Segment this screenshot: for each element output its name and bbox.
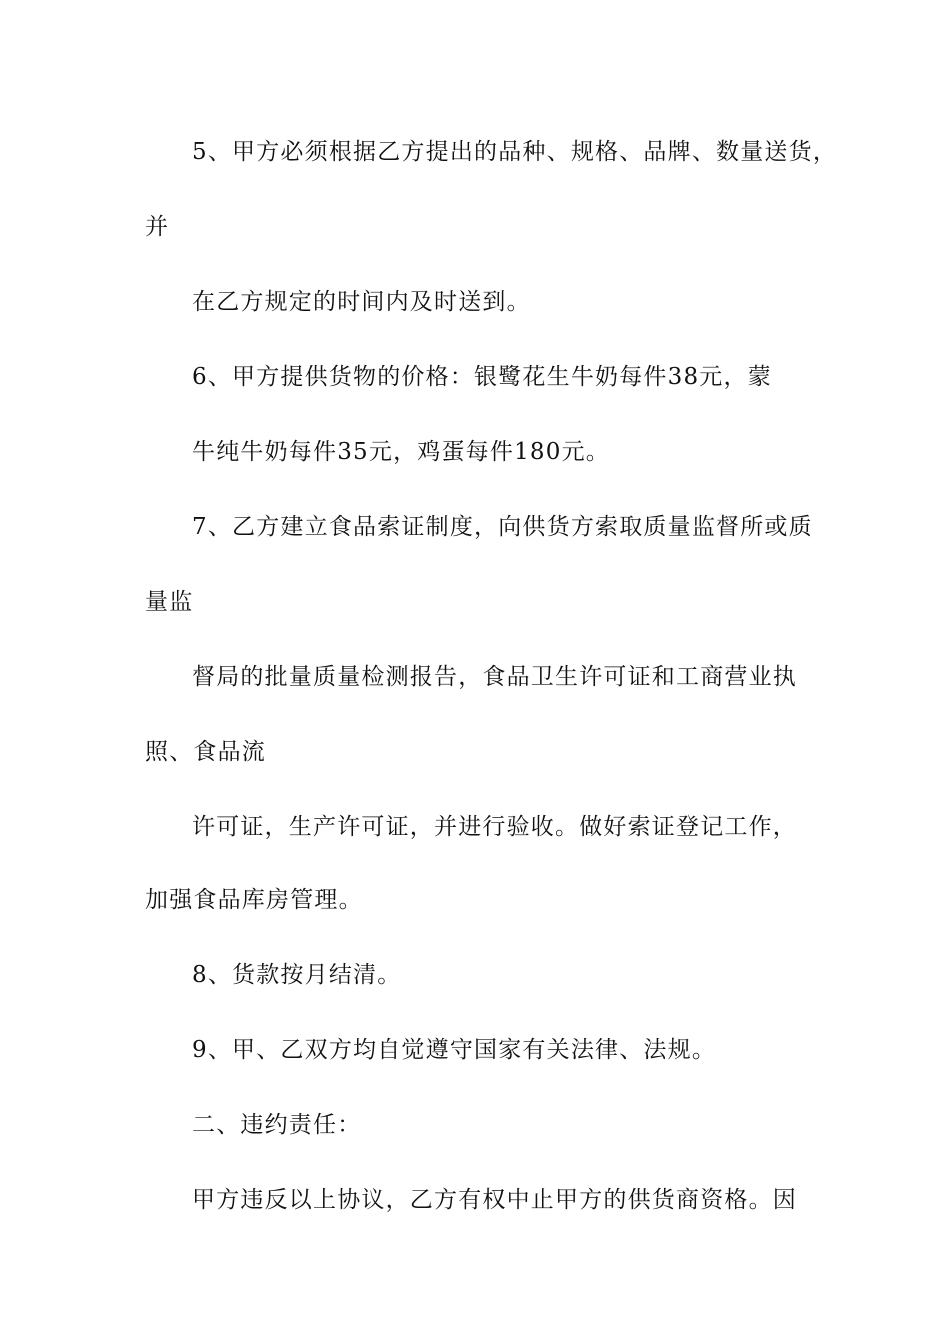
paragraph-line: 许可证，生产许可证，并进行验收。做好索证登记工作， — [192, 814, 797, 840]
paragraph-line: 5、甲方必须根据乙方提出的品种、规格、品牌、数量送货， — [192, 139, 838, 165]
paragraph-line: 加强食品库房管理。 — [145, 887, 363, 913]
paragraph-line: 量监 — [145, 589, 194, 615]
paragraph-line: 并 — [145, 214, 170, 240]
paragraph-line: 9、甲、乙双方均自觉遵守国家有关法律、法规。 — [192, 1037, 717, 1063]
paragraph-line: 8、货款按月结清。 — [192, 962, 402, 988]
paragraph-line: 照、食品流 — [145, 739, 266, 765]
paragraph-line: 甲方违反以上协议，乙方有权中止甲方的供货商资格。因 — [192, 1187, 797, 1213]
paragraph-line: 督局的批量质量检测报告，食品卫生许可证和工商营业执 — [192, 664, 797, 690]
paragraph-line: 牛纯牛奶每件35元，鸡蛋每件180元。 — [192, 439, 610, 465]
paragraph-line: 7、乙方建立食品索证制度，向供货方索取质量监督所或质 — [192, 514, 813, 540]
section-heading: 二、违约责任： — [192, 1112, 362, 1138]
paragraph-line: 在乙方规定的时间内及时送到。 — [192, 289, 531, 315]
paragraph-line: 6、甲方提供货物的价格：银鹭花生牛奶每件38元，蒙 — [192, 364, 772, 390]
